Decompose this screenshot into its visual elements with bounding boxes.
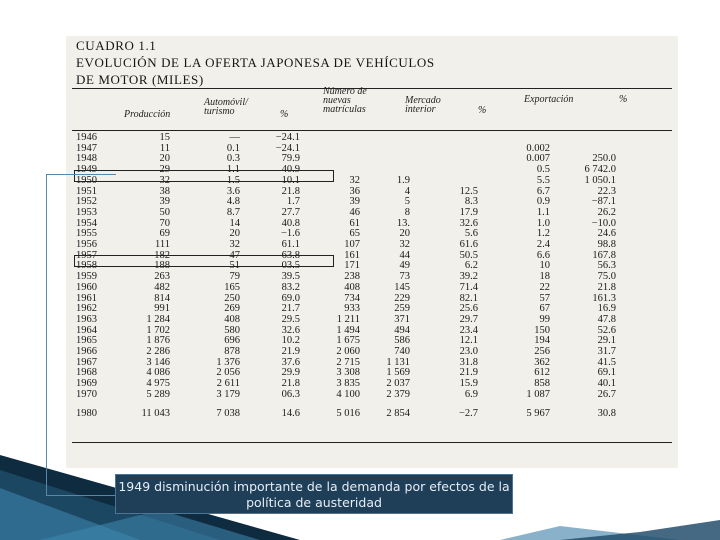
table-cell: 494: [394, 324, 410, 336]
table-cell: 3.6: [226, 185, 240, 197]
table-cell: 878: [224, 346, 240, 358]
table-row: [76, 219, 616, 230]
table-cell: 39.2: [459, 271, 478, 283]
table-cell: 1.1: [536, 206, 550, 218]
table-cell: 1.2: [536, 228, 550, 240]
table-cell: 5 967: [526, 407, 550, 419]
table-cell: 38: [159, 185, 170, 197]
year-cell: 1961: [76, 292, 97, 304]
col-exportacion: Exportación: [524, 94, 574, 105]
table-cell: 0.5: [536, 164, 550, 176]
year-cell: 1959: [76, 271, 97, 283]
year-cell: 1955: [76, 228, 97, 240]
table-cell: 482: [154, 281, 170, 293]
year-cell: 1956: [76, 239, 97, 251]
year-cell: 1969: [76, 378, 97, 390]
table-cell: 933: [344, 303, 360, 315]
table-cell: −10.0: [591, 217, 616, 229]
table-cell: 1.5: [226, 174, 240, 186]
table-cell: 65: [349, 228, 360, 240]
table-cell: 5 289: [146, 388, 170, 400]
table-cell: 06.3: [281, 388, 300, 400]
table-cell: 1 376: [216, 356, 240, 368]
table-cell: [550, 133, 616, 144]
table-cell: 25.6: [459, 303, 478, 315]
table-cell: 5: [404, 196, 410, 208]
table-cell: 1 702: [146, 324, 170, 336]
table-cell: 4 100: [336, 388, 360, 400]
table-cell: 51: [229, 260, 240, 272]
table-cell: 40.8: [281, 217, 300, 229]
table-cell: 4.8: [226, 196, 240, 208]
table-cell: 362: [534, 356, 550, 368]
table-cell: [410, 165, 478, 176]
table-cell: [300, 133, 360, 144]
year-cell: 1962: [76, 303, 97, 315]
table-cell: 1.1: [226, 164, 240, 176]
table-cell: 10: [539, 260, 550, 272]
table-cell: 371: [394, 313, 410, 325]
header-bottom-rule: [72, 130, 672, 131]
table-cell: 8.7: [226, 206, 240, 218]
table-cell: 11: [159, 142, 170, 154]
table-cell: 165: [224, 281, 240, 293]
table-cell: 11 043: [141, 407, 170, 419]
table-cell: 145: [394, 281, 410, 293]
table-cell: 1 131: [386, 356, 410, 368]
table-cell: 15: [159, 132, 170, 143]
table-cell: 24.6: [597, 228, 616, 240]
table-cell: 250.0: [592, 153, 616, 165]
table-cell: 1 569: [386, 367, 410, 379]
table-cell: 18: [539, 271, 550, 283]
year-cell: 1958: [76, 260, 97, 272]
table-cell: 32: [229, 239, 240, 251]
table-cell: 3 146: [146, 356, 170, 368]
table-cell: 150: [534, 324, 550, 336]
table-cell: 161.3: [592, 292, 616, 304]
table-cell: 52.6: [597, 324, 616, 336]
table-cell: 26.2: [597, 206, 616, 218]
table-cell: 69.0: [281, 292, 300, 304]
table-title-line-2: DE MOTOR (MILES): [76, 72, 204, 87]
table-row-summary: [76, 409, 616, 420]
col-pct-3: %: [619, 94, 628, 105]
table-row: [76, 283, 616, 294]
year-cell: 1970: [76, 388, 97, 400]
table-cell: 238: [344, 271, 360, 283]
table-cell: [410, 176, 478, 187]
table-cell: 814: [154, 292, 170, 304]
table-cell: 6.7: [536, 185, 550, 197]
year-cell: 1951: [76, 185, 97, 197]
table-row: [76, 187, 616, 198]
col-automovil: Automóvil/ turismo: [204, 97, 248, 117]
table-cell: −1.6: [280, 228, 300, 240]
table-cell: 67: [539, 303, 550, 315]
table-cell: 1 494: [336, 324, 360, 336]
table-cell: 32: [159, 174, 170, 186]
col-matriculas: Número de nuevas matrículas: [323, 86, 367, 115]
table-cell: 32: [349, 174, 360, 186]
table-cell: 32: [399, 239, 410, 251]
table-cell: [360, 144, 410, 155]
table-cell: 2 286: [146, 346, 170, 358]
table-cell: 50: [159, 206, 170, 218]
table-cell: 63.8: [281, 249, 300, 261]
table-cell: 79.9: [281, 153, 300, 165]
table-cell: 10.2: [281, 335, 300, 347]
table-cell: 0.9: [536, 196, 550, 208]
table-cell: 256: [534, 346, 550, 358]
table-cell: 167.8: [592, 249, 616, 261]
table-cell: 03.5: [281, 260, 300, 272]
table-title-line-1: EVOLUCIÓN DE LA OFERTA JAPONESA DE VEHÍCULOS: [76, 55, 435, 70]
table-cell: 21.8: [281, 378, 300, 390]
table-cell: 47: [229, 249, 240, 261]
table-cell: 83.2: [281, 281, 300, 293]
table-cell: 14: [229, 217, 240, 229]
table-cell: 40.9: [281, 164, 300, 176]
table-cell: 858: [534, 378, 550, 390]
table-cell: 20: [229, 228, 240, 240]
table-cell: 22: [539, 281, 550, 293]
year-cell: 1948: [76, 153, 97, 165]
table-cell: 44: [399, 249, 410, 261]
table-cell: 49: [399, 260, 410, 272]
year-cell: 1965: [76, 335, 97, 347]
year-cell: 1968: [76, 367, 97, 379]
table-cell: 69: [159, 228, 170, 240]
col-pct-1: %: [280, 109, 289, 120]
table-cell: 8: [404, 206, 410, 218]
table-cell: 71.4: [459, 281, 478, 293]
year-cell: 1949: [76, 164, 97, 176]
table-cell: −87.1: [591, 196, 616, 208]
table-cell: 61: [349, 217, 360, 229]
table-cell: 15.9: [459, 378, 478, 390]
table-cell: 20: [399, 228, 410, 240]
table-cell: 1.9: [396, 174, 410, 186]
table-cell: 1 050.1: [584, 174, 616, 186]
table-cell: 2.4: [536, 239, 550, 251]
table-cell: 10.1: [281, 174, 300, 186]
year-cell: 1953: [76, 206, 97, 218]
table-cell: 12.1: [459, 335, 478, 347]
table-cell: 16.9: [597, 303, 616, 315]
table-cell: 580: [224, 324, 240, 336]
table-cell: 2 056: [216, 367, 240, 379]
table-cell: 21.8: [597, 281, 616, 293]
year-cell: 1980: [76, 407, 97, 419]
table-row: [76, 154, 616, 165]
table-row: [76, 390, 616, 401]
table-cell: 1.0: [536, 217, 550, 229]
table-cell: 188: [154, 260, 170, 272]
table-cell: 61.1: [281, 239, 300, 251]
table-cell: 29.1: [597, 335, 616, 347]
table-cell: 23.0: [459, 346, 478, 358]
table-cell: 5.6: [464, 228, 478, 240]
table-cell: 1 675: [336, 335, 360, 347]
table-cell: [360, 154, 410, 165]
table-cell: 17.9: [459, 206, 478, 218]
table-cell: 5.5: [536, 174, 550, 186]
table-cell: 46: [349, 206, 360, 218]
table-cell: 269: [224, 303, 240, 315]
year-cell: 1952: [76, 196, 97, 208]
table-cell: 32.6: [281, 324, 300, 336]
table-cell: 39: [349, 196, 360, 208]
table-cell: 26.7: [597, 388, 616, 400]
table-cell: 7 038: [216, 407, 240, 419]
annotation-note: 1949 disminución importante de la demanda por efectos de la política de austeridad: [115, 474, 513, 514]
table-cell: 2 715: [336, 356, 360, 368]
table-cell: 69.1: [597, 367, 616, 379]
table-row: [76, 208, 616, 219]
table-cell: [300, 154, 360, 165]
table-cell: 37.6: [281, 356, 300, 368]
table-cell: 2 037: [386, 378, 410, 390]
table-cell: 1 087: [526, 388, 550, 400]
year-cell: 1950: [76, 174, 97, 186]
table-cell: 3 179: [216, 388, 240, 400]
table-cell: 36: [349, 185, 360, 197]
table-cell: 40.1: [597, 378, 616, 390]
table-cell: 29: [159, 164, 170, 176]
table-cell: 79: [229, 271, 240, 283]
table-cell: −24.1: [275, 142, 300, 154]
table-cell: 30.8: [597, 407, 616, 419]
table-cell: 31.8: [459, 356, 478, 368]
table-cell: 75.0: [597, 271, 616, 283]
table-cell: 4: [404, 185, 410, 197]
year-cell: 1964: [76, 324, 97, 336]
table-cell: 50.5: [459, 249, 478, 261]
year-cell: 1957: [76, 249, 97, 261]
table-cell: 408: [344, 281, 360, 293]
table-cell: −24.1: [275, 132, 300, 143]
table-cell: 61.6: [459, 239, 478, 251]
table-cell: 22.3: [597, 185, 616, 197]
table-cell: 2 611: [216, 378, 240, 390]
table-cell: 3 835: [336, 378, 360, 390]
table-cell: [300, 144, 360, 155]
table-cell: 161: [344, 249, 360, 261]
table-cell: 99: [539, 313, 550, 325]
col-pct-2: %: [478, 105, 487, 116]
table-cell: 39: [159, 196, 170, 208]
table-cell: 5 016: [336, 407, 360, 419]
table-cell: [410, 144, 478, 155]
table-cell: 6.9: [464, 388, 478, 400]
col-mercado: Mercado interior: [405, 95, 441, 115]
table-cell: —: [229, 132, 240, 143]
year-cell: 1963: [76, 313, 97, 325]
table-cell: 98.8: [597, 239, 616, 251]
table-cell: 12.5: [459, 185, 478, 197]
table-number: CUADRO 1.1: [76, 38, 157, 53]
table-cell: 56.3: [597, 260, 616, 272]
table-cell: 0.1: [226, 142, 240, 154]
table-cell: 263: [154, 271, 170, 283]
table-cell: 41.5: [597, 356, 616, 368]
table-cell: 4 975: [146, 378, 170, 390]
table-cell: 29.7: [459, 313, 478, 325]
year-cell: 1947: [76, 142, 97, 154]
table-cell: 696: [224, 335, 240, 347]
table-cell: 29.5: [281, 313, 300, 325]
footer-rule: [72, 442, 672, 443]
table-cell: 408: [224, 313, 240, 325]
table-cell: 1.7: [286, 196, 300, 208]
table-cell: 3 308: [336, 367, 360, 379]
table-cell: 47.8: [597, 313, 616, 325]
table-cell: 6 742.0: [584, 164, 616, 176]
table-cell: 20: [159, 153, 170, 165]
table-cell: 21.9: [459, 367, 478, 379]
year-cell: 1967: [76, 356, 97, 368]
table-cell: 1 211: [336, 313, 360, 325]
table-cell: 2 854: [386, 407, 410, 419]
table-cell: 4 086: [146, 367, 170, 379]
table-cell: [410, 154, 478, 165]
table-cell: 740: [394, 346, 410, 358]
table-cell: 0.002: [526, 142, 550, 154]
callout-connector: [46, 174, 116, 496]
year-cell: 1946: [76, 132, 97, 143]
table-cell: 57: [539, 292, 550, 304]
table-cell: 612: [534, 367, 550, 379]
table-cell: 13.: [396, 217, 410, 229]
year-cell: 1960: [76, 281, 97, 293]
table-cell: 111: [155, 239, 170, 251]
year-cell: 1954: [76, 217, 97, 229]
table-cell: 734: [344, 292, 360, 304]
col-produccion: Producción: [124, 109, 171, 120]
year-cell: 1966: [76, 346, 97, 358]
table-cell: 32.6: [459, 217, 478, 229]
table-cell: 2 060: [336, 346, 360, 358]
table-cell: 991: [154, 303, 170, 315]
table-cell: 586: [394, 335, 410, 347]
table-cell: 182: [154, 249, 170, 261]
table-cell: 2 379: [386, 388, 410, 400]
table-cell: 1 284: [146, 313, 170, 325]
table-cell: 1 876: [146, 335, 170, 347]
table-cell: 21.7: [281, 303, 300, 315]
table-cell: 6.2: [464, 260, 478, 272]
table-cell: 194: [534, 335, 550, 347]
table-cell: 39.5: [281, 271, 300, 283]
table-cell: 8.3: [464, 196, 478, 208]
table-cell: [360, 133, 410, 144]
table-cell: 171: [344, 260, 360, 272]
table-cell: 23.4: [459, 324, 478, 336]
table-cell: 73: [399, 271, 410, 283]
table-row: [76, 197, 616, 208]
table-cell: 70: [159, 217, 170, 229]
table-cell: 14.6: [281, 407, 300, 419]
table-cell: 107: [344, 239, 360, 251]
table-cell: 31.7: [597, 346, 616, 358]
table-cell: 229: [394, 292, 410, 304]
table-cell: 21.9: [281, 346, 300, 358]
table-cell: 0.007: [526, 153, 550, 165]
table-cell: 27.7: [281, 206, 300, 218]
table-cell: 6.6: [536, 249, 550, 261]
table-cell: −2.7: [458, 407, 478, 419]
table-cell: [410, 133, 478, 144]
table-cell: 259: [394, 303, 410, 315]
table-cell: 82.1: [459, 292, 478, 304]
table-cell: 250: [224, 292, 240, 304]
table-cell: 0.3: [226, 153, 240, 165]
table-cell: 29.9: [281, 367, 300, 379]
table-cell: 21.8: [281, 185, 300, 197]
